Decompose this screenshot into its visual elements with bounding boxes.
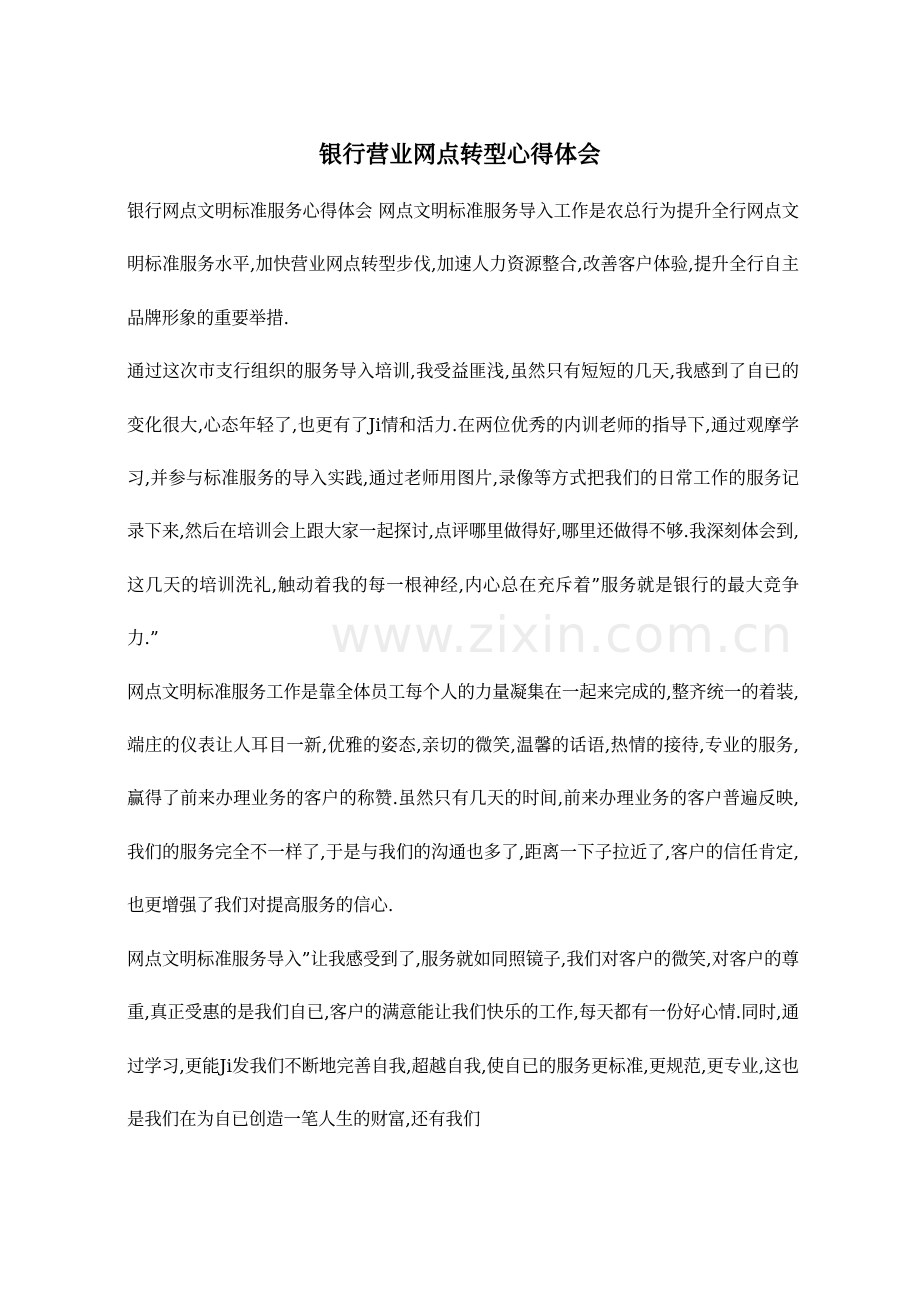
paragraph-4: 网点文明标准服务导入”让我感受到了,服务就如同照镜子,我们对客户的微笑,对客户的尊重,真正受惠的是我们自已,客户的满意能让我们快乐的工作,每天都有一份好心情.同时,通过学习,更能Ji发我们不断地完善自我,超越自我,使自已的服务更标准,更规范,更专业,这也是我们在为自已创造一笔人生的财富,还有我们	[127, 949, 799, 1130]
paragraph-2: 通过这次市支行组织的服务导入培训,我受益匪浅,虽然只有短短的几天,我感到了自已的变化很大,心态年轻了,也更有了Ji情和活力.在两位优秀的内训老师的指导下,通过观摩学习,并参与标准服务的导入实践,通过老师用图片,录像等方式把我们的日常工作的服务记录下来,然后在培训会上跟大家一起探讨,点评哪里做得好,哪里还做得不够.我深刻体会到,这几天的培训洗礼,触动着我的每一根神经,内心总在充斥着”服务就是银行的最大竞争力.”	[127, 362, 799, 650]
document-title: 银行营业网点转型心得体会	[319, 142, 601, 168]
paragraph-3: 网点文明标准服务工作是靠全体员工每个人的力量凝集在一起来完成的,整齐统一的着装,端庄的仪表让人耳目一新,优雅的姿态,亲切的微笑,温馨的话语,热情的接待,专业的服务,赢得了前来办理业务的客户的称赞.虽然只有几天的时间,前来办理业务的客户普遍反映,我们的服务完全不一样了,于是与我们的沟通也多了,距离一下子拉近了,客户的信任肯定,也更增强了我们对提高服务的信心.	[127, 682, 799, 917]
watermark: www.zixin.com.cn	[330, 606, 794, 664]
paragraph-1: 银行网点文明标准服务心得体会 网点文明标准服务导入工作是农总行为提升全行网点文明标准服务水平,加快营业网点转型步伐,加速人力资源整合,改善客户体验,提升全行自主品牌形象的重要举措.	[127, 202, 799, 329]
document-body	[127, 186, 799, 1147]
